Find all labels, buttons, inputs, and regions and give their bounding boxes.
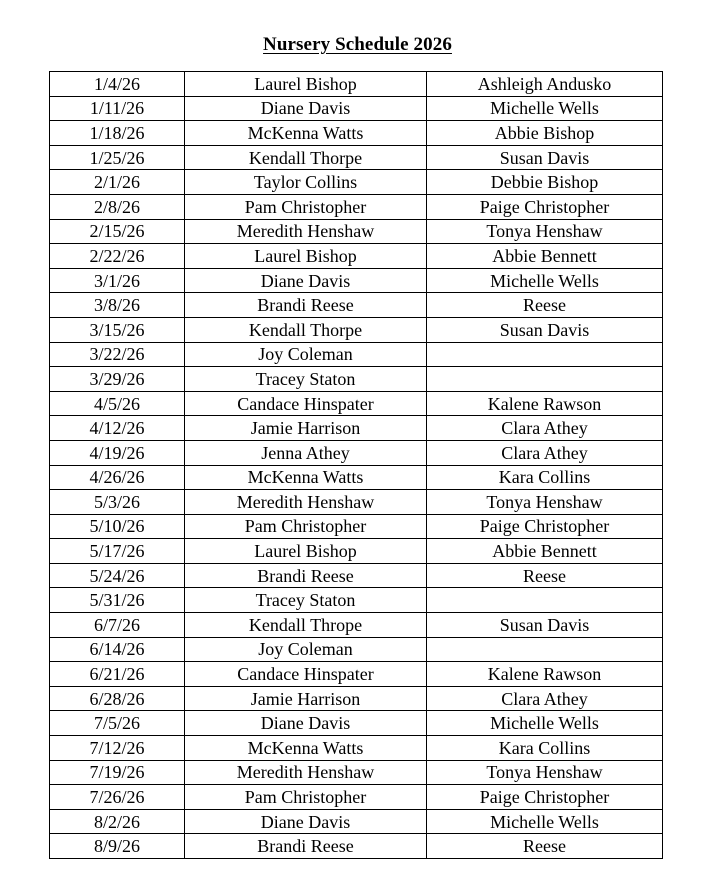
table-row xyxy=(50,834,663,859)
worker-1-cell: Kendall Thorpe xyxy=(185,145,427,170)
date-cell: 6/7/26 xyxy=(50,613,185,638)
worker-2-cell: Michelle Wells xyxy=(427,268,663,293)
table-row xyxy=(50,268,663,293)
worker-1-cell: Pam Christopher xyxy=(185,514,427,539)
worker-1-cell: Joy Coleman xyxy=(185,342,427,367)
worker-2-cell xyxy=(427,588,663,613)
worker-1-cell: Joy Coleman xyxy=(185,637,427,662)
worker-2-cell: Tonya Henshaw xyxy=(427,219,663,244)
worker-1-cell: Candace Hinspater xyxy=(185,662,427,687)
worker-1-cell: Diane Davis xyxy=(185,268,427,293)
table-row xyxy=(50,686,663,711)
date-cell: 7/12/26 xyxy=(50,736,185,761)
worker-1-cell: Taylor Collins xyxy=(185,170,427,195)
worker-2-cell: Reese xyxy=(427,293,663,318)
table-row xyxy=(50,563,663,588)
worker-1-cell: Candace Hinspater xyxy=(185,391,427,416)
table-row xyxy=(50,194,663,219)
table-row xyxy=(50,416,663,441)
date-cell: 3/15/26 xyxy=(50,317,185,342)
table-row xyxy=(50,391,663,416)
worker-2-cell: Clara Athey xyxy=(427,686,663,711)
date-cell: 1/4/26 xyxy=(50,72,185,97)
worker-2-cell: Clara Athey xyxy=(427,416,663,441)
worker-1-cell: Brandi Reese xyxy=(185,563,427,588)
table-row xyxy=(50,785,663,810)
worker-1-cell: Diane Davis xyxy=(185,96,427,121)
worker-1-cell: McKenna Watts xyxy=(185,121,427,146)
date-cell: 1/25/26 xyxy=(50,145,185,170)
worker-2-cell xyxy=(427,637,663,662)
worker-2-cell xyxy=(427,367,663,392)
date-cell: 5/31/26 xyxy=(50,588,185,613)
date-cell: 8/9/26 xyxy=(50,834,185,859)
worker-1-cell: Diane Davis xyxy=(185,711,427,736)
worker-1-cell: McKenna Watts xyxy=(185,736,427,761)
worker-1-cell: Jamie Harrison xyxy=(185,686,427,711)
date-cell: 1/11/26 xyxy=(50,96,185,121)
table-row xyxy=(50,711,663,736)
worker-1-cell: Tracey Staton xyxy=(185,588,427,613)
table-row xyxy=(50,145,663,170)
worker-1-cell: Diane Davis xyxy=(185,809,427,834)
worker-1-cell: Kendall Thrope xyxy=(185,613,427,638)
worker-2-cell: Kara Collins xyxy=(427,465,663,490)
worker-1-cell: Laurel Bishop xyxy=(185,244,427,269)
worker-1-cell: McKenna Watts xyxy=(185,465,427,490)
table-row xyxy=(50,662,663,687)
worker-1-cell: Tracey Staton xyxy=(185,367,427,392)
date-cell: 5/10/26 xyxy=(50,514,185,539)
worker-2-cell: Susan Davis xyxy=(427,145,663,170)
worker-2-cell: Paige Christopher xyxy=(427,194,663,219)
date-cell: 5/3/26 xyxy=(50,490,185,515)
table-row xyxy=(50,440,663,465)
date-cell: 5/24/26 xyxy=(50,563,185,588)
date-cell: 7/19/26 xyxy=(50,760,185,785)
table-row xyxy=(50,490,663,515)
table-row xyxy=(50,170,663,195)
date-cell: 2/15/26 xyxy=(50,219,185,244)
table-row xyxy=(50,514,663,539)
worker-2-cell: Kalene Rawson xyxy=(427,662,663,687)
table-row xyxy=(50,760,663,785)
schedule-table xyxy=(49,71,663,859)
table-row xyxy=(50,588,663,613)
date-cell: 6/14/26 xyxy=(50,637,185,662)
table-row xyxy=(50,219,663,244)
worker-2-cell: Reese xyxy=(427,563,663,588)
date-cell: 7/26/26 xyxy=(50,785,185,810)
date-cell: 8/2/26 xyxy=(50,809,185,834)
worker-2-cell: Paige Christopher xyxy=(427,514,663,539)
worker-2-cell: Kalene Rawson xyxy=(427,391,663,416)
worker-1-cell: Meredith Henshaw xyxy=(185,490,427,515)
worker-2-cell: Susan Davis xyxy=(427,317,663,342)
worker-2-cell: Clara Athey xyxy=(427,440,663,465)
worker-2-cell: Abbie Bennett xyxy=(427,539,663,564)
worker-1-cell: Jenna Athey xyxy=(185,440,427,465)
worker-1-cell: Brandi Reese xyxy=(185,834,427,859)
table-row xyxy=(50,539,663,564)
worker-2-cell: Reese xyxy=(427,834,663,859)
table-row xyxy=(50,637,663,662)
table-row xyxy=(50,367,663,392)
worker-2-cell xyxy=(427,342,663,367)
worker-1-cell: Laurel Bishop xyxy=(185,539,427,564)
date-cell: 3/1/26 xyxy=(50,268,185,293)
worker-2-cell: Michelle Wells xyxy=(427,809,663,834)
date-cell: 2/1/26 xyxy=(50,170,185,195)
worker-1-cell: Kendall Thorpe xyxy=(185,317,427,342)
date-cell: 6/21/26 xyxy=(50,662,185,687)
worker-1-cell: Brandi Reese xyxy=(185,293,427,318)
table-row xyxy=(50,121,663,146)
table-row xyxy=(50,293,663,318)
schedule-body xyxy=(50,72,663,859)
date-cell: 5/17/26 xyxy=(50,539,185,564)
date-cell: 3/29/26 xyxy=(50,367,185,392)
worker-2-cell: Susan Davis xyxy=(427,613,663,638)
worker-2-cell: Paige Christopher xyxy=(427,785,663,810)
date-cell: 6/28/26 xyxy=(50,686,185,711)
worker-1-cell: Pam Christopher xyxy=(185,194,427,219)
worker-1-cell: Meredith Henshaw xyxy=(185,760,427,785)
worker-2-cell: Tonya Henshaw xyxy=(427,490,663,515)
table-row xyxy=(50,317,663,342)
worker-2-cell: Debbie Bishop xyxy=(427,170,663,195)
table-row xyxy=(50,613,663,638)
date-cell: 3/22/26 xyxy=(50,342,185,367)
date-cell: 7/5/26 xyxy=(50,711,185,736)
worker-2-cell: Tonya Henshaw xyxy=(427,760,663,785)
worker-2-cell: Michelle Wells xyxy=(427,711,663,736)
table-row xyxy=(50,342,663,367)
worker-1-cell: Laurel Bishop xyxy=(185,72,427,97)
date-cell: 4/12/26 xyxy=(50,416,185,441)
worker-2-cell: Michelle Wells xyxy=(427,96,663,121)
date-cell: 4/26/26 xyxy=(50,465,185,490)
date-cell: 4/5/26 xyxy=(50,391,185,416)
date-cell: 2/22/26 xyxy=(50,244,185,269)
page-title: Nursery Schedule 2026 xyxy=(263,34,452,55)
worker-1-cell: Meredith Henshaw xyxy=(185,219,427,244)
date-cell: 2/8/26 xyxy=(50,194,185,219)
worker-2-cell: Abbie Bishop xyxy=(427,121,663,146)
date-cell: 3/8/26 xyxy=(50,293,185,318)
table-row xyxy=(50,96,663,121)
worker-2-cell: Kara Collins xyxy=(427,736,663,761)
worker-1-cell: Pam Christopher xyxy=(185,785,427,810)
table-row xyxy=(50,809,663,834)
table-row xyxy=(50,72,663,97)
worker-1-cell: Jamie Harrison xyxy=(185,416,427,441)
table-row xyxy=(50,244,663,269)
table-row xyxy=(50,465,663,490)
table-row xyxy=(50,736,663,761)
date-cell: 4/19/26 xyxy=(50,440,185,465)
worker-2-cell: Ashleigh Andusko xyxy=(427,72,663,97)
date-cell: 1/18/26 xyxy=(50,121,185,146)
worker-2-cell: Abbie Bennett xyxy=(427,244,663,269)
